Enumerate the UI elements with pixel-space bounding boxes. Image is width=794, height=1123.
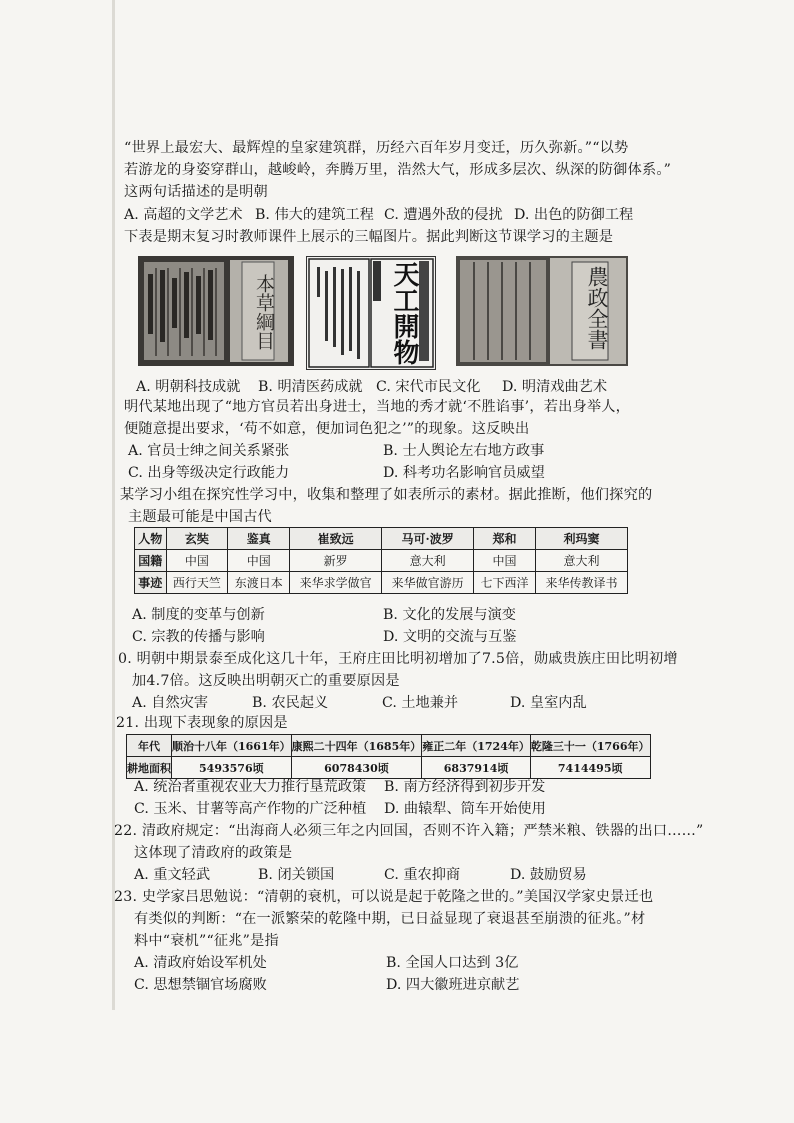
q19-line2: 便随意提出要求，‘苟不如意，便加词色犯之’”的现象。这反映出 xyxy=(124,421,530,437)
q18-stem: 下表是期末复习时教师课件上展示的三幅图片。据此判断这节课学习的主题是 xyxy=(124,229,614,245)
q20-figures-table xyxy=(134,527,628,594)
table-cell: 意大利 xyxy=(382,550,474,572)
q22-option-c: C. 玉米、甘薯等高产作物的广泛种植 xyxy=(134,801,367,817)
bencao-gangmu-image xyxy=(138,256,294,366)
table-cell: 来华传教译书 xyxy=(535,572,627,594)
table-cell: 中国 xyxy=(474,550,536,572)
q19-option-b: B. 士人舆论左右地方政事 xyxy=(383,443,545,459)
table-row xyxy=(135,528,628,550)
q24-option-c: C. 思想禁锢官场腐败 xyxy=(134,977,267,993)
q18-option-b: B. 明清医药成就 xyxy=(258,379,363,395)
q23-option-a: A. 重文轻武 xyxy=(134,867,211,883)
q22-farmland-table xyxy=(126,734,651,779)
table-cell: 东渡日本 xyxy=(228,572,290,594)
table-cell: 6837914顷 xyxy=(422,757,531,779)
table-cell: 来华做官游历 xyxy=(382,572,474,594)
table-cell: 新罗 xyxy=(290,550,382,572)
q20-line2: 主题最可能是中国古代 xyxy=(128,509,272,525)
q23-line2: 这体现了清政府的政策是 xyxy=(134,845,293,861)
table-cell: 人物 xyxy=(135,528,167,550)
q24-line2: 有类似的判断：“在一派繁荣的乾隆中期，已日益显现了衰退甚至崩溃的征兆。”材 xyxy=(134,911,646,927)
q22-option-d: D. 曲辕犁、筒车开始使用 xyxy=(384,801,546,817)
q20-option-a: A. 制度的变革与创新 xyxy=(132,607,265,623)
nongzheng-quanshu-image xyxy=(456,256,628,366)
table-cell: 7414495顷 xyxy=(530,757,650,779)
q23-option-d: D. 鼓励贸易 xyxy=(510,867,587,883)
q17-option-d: D. 出色的防御工程 xyxy=(514,207,634,223)
table-cell: 鉴真 xyxy=(228,528,290,550)
q21-option-c: C. 土地兼并 xyxy=(382,695,459,711)
table-row xyxy=(135,572,628,594)
q17-option-b: B. 伟大的建筑工程 xyxy=(255,207,374,223)
q24-option-d: D. 四大徽班进京献艺 xyxy=(386,977,520,993)
q20-line1: 某学习小组在探究性学习中，收集和整理了如表所示的素材。据此推断，他们探究的 xyxy=(120,487,653,503)
q17-line2: 若游龙的身姿穿群山，越峻岭，奔腾万里，浩然大气，形成多层次、纵深的防御体系。” xyxy=(124,162,672,178)
table-cell: 雍正二年（1724年） xyxy=(422,735,531,757)
table-cell: 国籍 xyxy=(135,550,167,572)
q21-line1: 0. 明朝中期景泰至成化这几十年，王府庄田比明初增加了7.5倍，勋戚贵族庄田比明初增 xyxy=(118,651,678,667)
table-cell: 耕地面积 xyxy=(127,757,172,779)
q24-line3: 料中“衰机”“征兆”是指 xyxy=(134,933,279,949)
table-cell: 意大利 xyxy=(535,550,627,572)
nongzheng-quanshu-title: 農政全書 xyxy=(585,266,609,350)
q17-line1: “世界上最宏大、最辉煌的皇家建筑群，历经六百年岁月变迁，历久弥新。”“以势 xyxy=(124,140,629,156)
q19-option-a: A. 官员士绅之间关系紧张 xyxy=(128,443,290,459)
q23-option-b: B. 闭关锁国 xyxy=(258,867,335,883)
q18-option-c: C. 宋代市民文化 xyxy=(376,379,481,395)
scan-edge xyxy=(112,0,115,1010)
table-cell: 利玛窦 xyxy=(535,528,627,550)
table-cell: 乾隆三十一（1766年） xyxy=(530,735,650,757)
q21-option-a: A. 自然灾害 xyxy=(132,695,209,711)
tiangong-kaiwu-image xyxy=(306,256,436,370)
q20-option-d: D. 文明的交流与互鉴 xyxy=(383,629,517,645)
table-cell: 来华求学做官 xyxy=(290,572,382,594)
q22-option-a: A. 统治者重视农业大力推行垦荒政策 xyxy=(134,779,367,795)
q17-option-a: A. 高超的文学艺术 xyxy=(124,207,243,223)
q20-option-b: B. 文化的发展与演变 xyxy=(383,607,516,623)
q18-option-a: A. 明朝科技成就 xyxy=(136,379,241,395)
table-cell: 6078430顷 xyxy=(291,757,422,779)
table-row xyxy=(127,735,651,757)
q21-line2: 加4.7倍。这反映出明朝灭亡的重要原因是 xyxy=(132,673,400,689)
q19-option-c: C. 出身等级决定行政能力 xyxy=(128,465,290,481)
q20-option-c: C. 宗教的传播与影响 xyxy=(132,629,265,645)
table-cell: 事迹 xyxy=(135,572,167,594)
q23-line1: 22. 清政府规定：“出海商人必须三年之内回国，否则不许入籍；严禁米粮、铁器的出口……” xyxy=(114,823,704,839)
table-cell: 康熙二十四年（1685年） xyxy=(291,735,422,757)
table-cell: 七下西洋 xyxy=(474,572,536,594)
table-cell: 顺治十八年（1661年） xyxy=(172,735,292,757)
q21-option-b: B. 农民起义 xyxy=(252,695,329,711)
q23-option-c: C. 重农抑商 xyxy=(384,867,461,883)
table-row xyxy=(135,550,628,572)
q17-line3: 这两句话描述的是明朝 xyxy=(124,184,268,200)
table-cell: 郑和 xyxy=(474,528,536,550)
q18-option-d: D. 明清戏曲艺术 xyxy=(502,379,608,395)
q22-stem: 21. 出现下表现象的原因是 xyxy=(116,715,288,731)
table-cell: 马可·波罗 xyxy=(382,528,474,550)
q17-option-c: C. 遭遇外敌的侵扰 xyxy=(384,207,503,223)
q24-line1: 23. 史学家吕思勉说：“清朝的衰机，可以说是起于乾隆之世的。”美国汉学家史景迁也 xyxy=(114,889,654,905)
q24-option-b: B. 全国人口达到 3亿 xyxy=(386,955,519,971)
q22-option-b: B. 南方经济得到初步开发 xyxy=(384,779,546,795)
table-cell: 中国 xyxy=(166,550,228,572)
q21-option-d: D. 皇室内乱 xyxy=(510,695,587,711)
q19-line1: 明代某地出现了“地方官员若出身进士，当地的秀才就‘不胜谄事’，若出身举人， xyxy=(124,399,631,415)
table-cell: 中国 xyxy=(228,550,290,572)
table-cell: 5493576顷 xyxy=(172,757,292,779)
table-cell: 年代 xyxy=(127,735,172,757)
table-cell: 玄奘 xyxy=(166,528,228,550)
q24-option-a: A. 清政府始设军机处 xyxy=(134,955,267,971)
tiangong-kaiwu-title: 天工開物 xyxy=(389,261,419,365)
table-cell: 西行天竺 xyxy=(166,572,228,594)
bencao-gangmu-title: 本草綱目 xyxy=(253,274,275,350)
table-cell: 崔致远 xyxy=(290,528,382,550)
q19-option-d: D. 科考功名影响官员威望 xyxy=(383,465,545,481)
